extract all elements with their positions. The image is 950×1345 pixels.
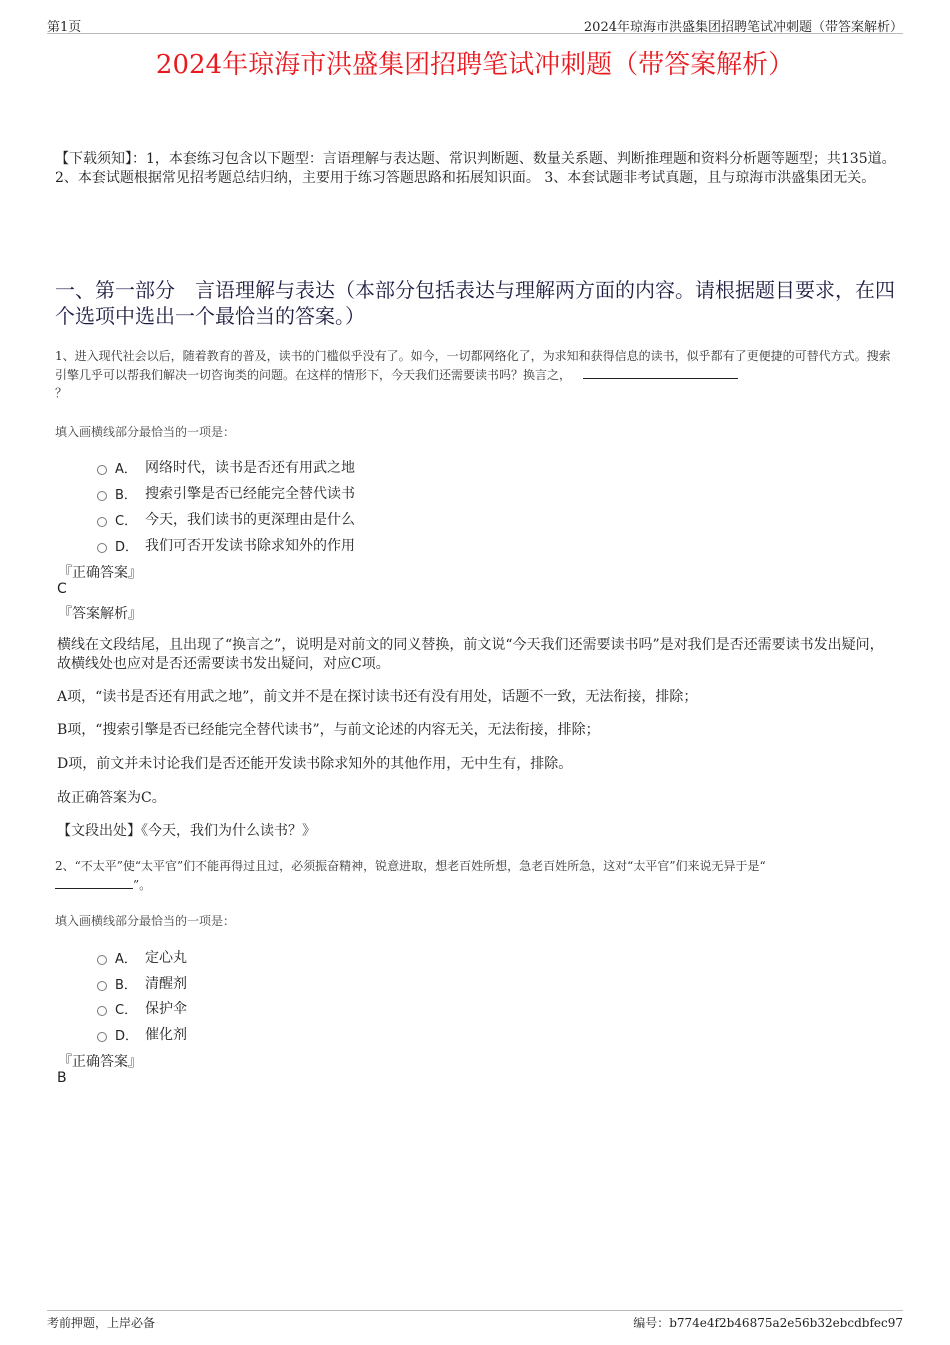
correct-answer-label: 『正确答案』 [58,1054,142,1070]
correct-answer: B [57,1070,67,1086]
answer-blank [583,365,738,379]
question-1-stem: 1、进入现代社会以后，随着教育的普及，读书的门槛似乎没有了。如今，一切都网络化了，为求知和获得信息的读书，似乎都有了更便捷的可替代方式。搜索引擎几乎可以帮我们解决一切咨询类的问题。在这样的情形下，今天我们还需要读书吗？换言之， [55,349,891,382]
option-letter: C． [115,1002,138,1018]
option-text: 今天，我们读书的更深理由是什么 [145,512,355,528]
correct-answer: C [57,581,67,597]
option-letter: D． [115,1028,139,1044]
question-1-prompt: 填入画横线部分最恰当的一项是： [55,425,236,439]
option-text: 定心丸 [145,950,187,966]
download-notice: 【下载须知】：1，本套练习包含以下题型：言语理解与表达题、常识判断题、数量关系题、判断推理题和资料分析题等题型；共135道。 2、本套试题根据常见招考题总结归纳，主要用于练习答题思路和拓展知识面。 3、本套试题非考试真题，且与琼海市洪盛集团无关。 [55,151,896,186]
analysis-paragraph: D项，前文并未讨论我们是否还能开发读书除求知外的其他作用，无中生有，排除。 [57,756,573,772]
header-doc-title: 2024年琼海市洪盛集团招聘笔试冲刺题（带答案解析） [583,20,903,35]
option-letter: A． [115,951,137,967]
radio-icon[interactable] [97,1006,107,1016]
page-title: 2024年琼海市洪盛集团招聘笔试冲刺题（带答案解析） [155,50,795,80]
option-letter: B． [115,487,137,503]
option-letter: C． [115,513,138,529]
analysis-paragraph: A项，“读书是否还有用武之地”，前文并不是在探讨读书还有没有用处，话题不一致，无法衔接，排除； [57,689,698,705]
analysis-conclusion: 故正确答案为C。 [57,790,166,806]
option-text: 搜索引擎是否已经能完全替代读书 [145,486,355,502]
option-a[interactable] [97,947,187,967]
section-heading: 一、第一部分 言语理解与表达（本部分包括表达与理解两方面的内容。请根据题目要求，在四个选项中选出一个最恰当的答案。） [55,278,895,328]
option-d[interactable] [97,1024,187,1044]
footer-slogan: 考前押题，上岸必备 [47,1316,156,1330]
option-letter: B． [115,977,137,993]
question-2-text [55,857,900,894]
option-letter: A． [115,461,137,477]
analysis-label: 『答案解析』 [58,606,142,622]
radio-icon[interactable] [97,465,107,475]
option-text: 清醒剂 [145,976,187,992]
radio-icon[interactable] [97,981,107,991]
question-1-tail: ？ [55,386,68,400]
footer-document-id: 编号：b774e4f2b46875a2e56b32ebcdbfec97 [633,1316,903,1330]
option-d[interactable] [97,535,355,555]
page-number: 第1页 [47,20,82,35]
radio-icon[interactable] [97,543,107,553]
option-b[interactable] [97,483,355,503]
option-text: 我们可否开发读书除求知外的作用 [145,538,355,554]
option-b[interactable] [97,973,187,993]
analysis-paragraph: B项，“搜索引擎是否已经能完全替代读书”，与前文论述的内容无关，无法衔接，排除； [57,722,600,738]
question-1-text [55,347,900,402]
option-text: 网络时代，读书是否还有用武之地 [145,460,355,476]
header-divider [47,33,903,34]
radio-icon[interactable] [97,517,107,527]
answer-blank [55,875,133,889]
option-c[interactable] [97,998,187,1018]
radio-icon[interactable] [97,491,107,501]
question-2-tail: ”。 [133,878,152,892]
option-letter: D． [115,539,139,555]
option-text: 催化剂 [145,1027,187,1043]
source-citation: 【文段出处】《今天，我们为什么读书？》 [57,823,316,839]
radio-icon[interactable] [97,1032,107,1042]
question-2-stem: 2、“不太平”使“太平官”们不能再得过且过，必须振奋精神，锐意进取，想老百姓所想，急老百姓所急，这对“太平官”们来说无异于是“ [55,859,766,873]
question-2-prompt: 填入画横线部分最恰当的一项是： [55,914,236,928]
option-a[interactable] [97,457,355,477]
radio-icon[interactable] [97,955,107,965]
option-text: 保护伞 [145,1001,187,1017]
option-c[interactable] [97,509,355,529]
analysis-paragraph: 横线在文段结尾，且出现了“换言之”，说明是对前文的同义替换，前文说“今天我们还需要读书吗”是对我们是否还需要读书发出疑问，故横线处也应对是否还需要读书发出疑问，对应C项。 [57,637,884,672]
correct-answer-label: 『正确答案』 [58,565,142,581]
footer-divider [47,1310,903,1311]
